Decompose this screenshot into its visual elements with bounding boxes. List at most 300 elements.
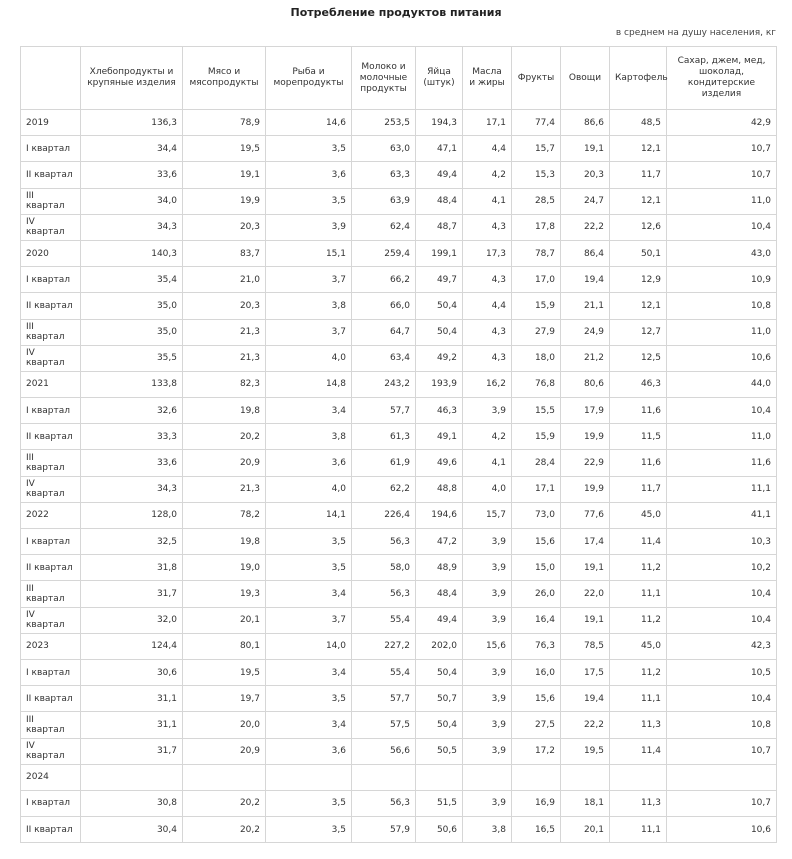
table-cell: 34,0: [81, 188, 183, 214]
table-cell: 4,0: [463, 476, 512, 502]
table-cell: 133,8: [81, 371, 183, 397]
table-cell: 43,0: [667, 240, 777, 266]
table-cell: 3,5: [266, 555, 352, 581]
row-label: I квартал: [21, 398, 81, 424]
table-cell: 12,6: [610, 214, 667, 240]
row-label: I квартал: [21, 136, 81, 162]
table-row: [21, 529, 777, 555]
table-cell: 3,4: [266, 659, 352, 685]
table-cell: 76,3: [512, 633, 561, 659]
row-label: IV квартал: [21, 607, 81, 633]
table-cell: 11,3: [610, 712, 667, 738]
table-cell: [512, 764, 561, 790]
table-cell: 10,3: [667, 529, 777, 555]
table-cell: 49,1: [416, 424, 463, 450]
table-cell: 46,3: [416, 398, 463, 424]
table-cell: 86,6: [561, 110, 610, 136]
table-cell: [266, 764, 352, 790]
table-cell: 10,4: [667, 581, 777, 607]
table-cell: 259,4: [352, 240, 416, 266]
table-cell: 19,5: [561, 738, 610, 764]
column-header: Овощи: [561, 47, 610, 110]
table-cell: 62,4: [352, 214, 416, 240]
consumption-table: [20, 46, 777, 843]
table-cell: 15,7: [463, 502, 512, 528]
table-cell: 33,6: [81, 450, 183, 476]
table-cell: 10,8: [667, 712, 777, 738]
table-cell: 20,3: [561, 162, 610, 188]
row-label: III квартал: [21, 450, 81, 476]
table-cell: 4,4: [463, 293, 512, 319]
table-cell: 11,2: [610, 607, 667, 633]
row-label: I квартал: [21, 529, 81, 555]
table-cell: 19,8: [183, 398, 266, 424]
table-cell: 14,8: [266, 371, 352, 397]
table-cell: 10,9: [667, 267, 777, 293]
table-cell: 17,4: [561, 529, 610, 555]
table-cell: [81, 764, 183, 790]
table-cell: 11,2: [610, 659, 667, 685]
table-row: [21, 659, 777, 685]
table-cell: 11,6: [667, 450, 777, 476]
table-cell: 47,1: [416, 136, 463, 162]
table-cell: 49,6: [416, 450, 463, 476]
table-cell: 11,7: [610, 476, 667, 502]
table-cell: 28,5: [512, 188, 561, 214]
table-cell: 11,1: [610, 686, 667, 712]
table-cell: 4,2: [463, 424, 512, 450]
table-cell: 50,7: [416, 686, 463, 712]
table-cell: 20,3: [183, 214, 266, 240]
table-cell: 56,3: [352, 790, 416, 816]
table-cell: 14,0: [266, 633, 352, 659]
table-cell: 12,1: [610, 136, 667, 162]
table-cell: 78,9: [183, 110, 266, 136]
table-cell: 45,0: [610, 633, 667, 659]
table-cell: 21,0: [183, 267, 266, 293]
table-cell: 73,0: [512, 502, 561, 528]
table-cell: 14,1: [266, 502, 352, 528]
table-cell: 15,6: [512, 529, 561, 555]
table-row: [21, 293, 777, 319]
row-label: IV квартал: [21, 476, 81, 502]
table-cell: 4,2: [463, 162, 512, 188]
row-label: 2021: [21, 371, 81, 397]
table-cell: 11,0: [667, 319, 777, 345]
table-cell: 3,9: [463, 659, 512, 685]
table-cell: 3,5: [266, 686, 352, 712]
row-label: II квартал: [21, 424, 81, 450]
table-cell: 33,6: [81, 162, 183, 188]
table-cell: 3,4: [266, 398, 352, 424]
table-cell: 227,2: [352, 633, 416, 659]
table-cell: 15,6: [512, 686, 561, 712]
table-row: [21, 555, 777, 581]
table-cell: 16,9: [512, 790, 561, 816]
table-cell: 10,4: [667, 607, 777, 633]
table-cell: 19,8: [183, 529, 266, 555]
table-cell: 11,5: [610, 424, 667, 450]
table-cell: 22,0: [561, 581, 610, 607]
table-cell: [667, 764, 777, 790]
table-cell: 16,5: [512, 817, 561, 843]
table-cell: 4,0: [266, 345, 352, 371]
table-cell: 50,5: [416, 738, 463, 764]
row-label: I квартал: [21, 267, 81, 293]
table-cell: 34,4: [81, 136, 183, 162]
table-cell: 17,1: [463, 110, 512, 136]
table-cell: 48,9: [416, 555, 463, 581]
table-row: [21, 790, 777, 816]
table-cell: [416, 764, 463, 790]
table-cell: 78,2: [183, 502, 266, 528]
table-cell: 83,7: [183, 240, 266, 266]
table-cell: 15,3: [512, 162, 561, 188]
table-cell: 10,2: [667, 555, 777, 581]
table-cell: 33,3: [81, 424, 183, 450]
table-cell: 17,9: [561, 398, 610, 424]
table-cell: 17,2: [512, 738, 561, 764]
table-cell: 21,3: [183, 345, 266, 371]
table-cell: 17,0: [512, 267, 561, 293]
table-cell: 4,3: [463, 319, 512, 345]
table-cell: 63,3: [352, 162, 416, 188]
table-cell: 3,5: [266, 817, 352, 843]
table-cell: 3,8: [463, 817, 512, 843]
table-row: [21, 267, 777, 293]
table-cell: 3,8: [266, 293, 352, 319]
table-cell: 63,4: [352, 345, 416, 371]
table-cell: 11,1: [667, 476, 777, 502]
table-cell: 20,2: [183, 817, 266, 843]
table-cell: 12,1: [610, 293, 667, 319]
table-cell: 15,5: [512, 398, 561, 424]
table-row: [21, 581, 777, 607]
table-cell: 31,7: [81, 738, 183, 764]
table-cell: 124,4: [81, 633, 183, 659]
row-label: II квартал: [21, 293, 81, 319]
table-cell: 15,9: [512, 293, 561, 319]
row-label: II квартал: [21, 162, 81, 188]
column-header: Масла и жиры: [463, 47, 512, 110]
table-cell: 80,6: [561, 371, 610, 397]
column-header: Хлебопродукты и крупяные изделия: [81, 47, 183, 110]
column-header: Сахар, джем, мед, шоколад, кондитерские изделия: [667, 47, 777, 110]
row-label: 2019: [21, 110, 81, 136]
table-row: [21, 424, 777, 450]
table-cell: 50,4: [416, 293, 463, 319]
table-cell: 35,5: [81, 345, 183, 371]
header-row: [21, 47, 777, 110]
table-cell: 20,0: [183, 712, 266, 738]
table-cell: 19,3: [183, 581, 266, 607]
table-cell: [352, 764, 416, 790]
table-cell: 21,3: [183, 476, 266, 502]
table-cell: 31,8: [81, 555, 183, 581]
table-row: [21, 136, 777, 162]
table-cell: 50,4: [416, 712, 463, 738]
table-cell: 41,1: [667, 502, 777, 528]
table-cell: 21,3: [183, 319, 266, 345]
table-cell: 20,1: [183, 607, 266, 633]
table-cell: 46,3: [610, 371, 667, 397]
table-cell: 18,0: [512, 345, 561, 371]
table-row: [21, 686, 777, 712]
table-cell: 10,7: [667, 738, 777, 764]
row-label: II квартал: [21, 555, 81, 581]
table-cell: 31,7: [81, 581, 183, 607]
table-cell: 22,9: [561, 450, 610, 476]
table-cell: 55,4: [352, 659, 416, 685]
table-row: [21, 817, 777, 843]
table-row: [21, 476, 777, 502]
table-cell: 30,4: [81, 817, 183, 843]
table-cell: 49,4: [416, 162, 463, 188]
row-label: IV квартал: [21, 738, 81, 764]
table-cell: 20,1: [561, 817, 610, 843]
table-cell: 12,7: [610, 319, 667, 345]
table-cell: 57,9: [352, 817, 416, 843]
table-cell: 16,0: [512, 659, 561, 685]
table-cell: 3,9: [463, 398, 512, 424]
table-cell: 21,1: [561, 293, 610, 319]
table-cell: 50,4: [416, 319, 463, 345]
table-cell: 3,6: [266, 450, 352, 476]
table-cell: 20,2: [183, 790, 266, 816]
table-cell: 12,9: [610, 267, 667, 293]
table-cell: 19,1: [561, 555, 610, 581]
table-cell: 24,9: [561, 319, 610, 345]
table-cell: 11,1: [610, 817, 667, 843]
table-cell: 15,7: [512, 136, 561, 162]
table-cell: 20,9: [183, 738, 266, 764]
table-cell: 3,7: [266, 267, 352, 293]
table-cell: 253,5: [352, 110, 416, 136]
table-cell: 15,1: [266, 240, 352, 266]
column-header: Молоко и молочные продукты: [352, 47, 416, 110]
table-cell: 63,9: [352, 188, 416, 214]
table-cell: 34,3: [81, 214, 183, 240]
table-cell: 49,7: [416, 267, 463, 293]
table-cell: 11,1: [610, 581, 667, 607]
table-row: [21, 633, 777, 659]
table-cell: 32,6: [81, 398, 183, 424]
table-cell: 48,7: [416, 214, 463, 240]
table-cell: 56,3: [352, 581, 416, 607]
table-cell: 35,0: [81, 319, 183, 345]
table-cell: 11,3: [610, 790, 667, 816]
table-cell: 202,0: [416, 633, 463, 659]
table-cell: 199,1: [416, 240, 463, 266]
table-cell: 27,5: [512, 712, 561, 738]
table-row: [21, 502, 777, 528]
table-body: [21, 110, 777, 843]
table-cell: 78,7: [512, 240, 561, 266]
table-cell: [463, 764, 512, 790]
table-cell: 3,4: [266, 712, 352, 738]
table-cell: 3,4: [266, 581, 352, 607]
row-label: I квартал: [21, 659, 81, 685]
table-cell: 4,0: [266, 476, 352, 502]
table-cell: 11,6: [610, 398, 667, 424]
table-cell: 42,9: [667, 110, 777, 136]
table-cell: 19,1: [183, 162, 266, 188]
table-cell: 4,1: [463, 450, 512, 476]
table-cell: 57,7: [352, 398, 416, 424]
table-cell: 10,6: [667, 817, 777, 843]
table-cell: 19,9: [561, 424, 610, 450]
table-cell: 16,2: [463, 371, 512, 397]
table-cell: [610, 764, 667, 790]
table-cell: 30,6: [81, 659, 183, 685]
table-cell: 11,0: [667, 188, 777, 214]
table-cell: 3,5: [266, 136, 352, 162]
table-row: [21, 450, 777, 476]
table-cell: 12,5: [610, 345, 667, 371]
table-cell: 10,4: [667, 214, 777, 240]
table-cell: 22,2: [561, 712, 610, 738]
table-cell: 17,3: [463, 240, 512, 266]
table-cell: 3,9: [463, 581, 512, 607]
table-cell: 64,7: [352, 319, 416, 345]
table-cell: 194,3: [416, 110, 463, 136]
table-cell: 10,7: [667, 162, 777, 188]
row-label: III квартал: [21, 319, 81, 345]
table-cell: 28,4: [512, 450, 561, 476]
table-row: [21, 738, 777, 764]
table-cell: 27,9: [512, 319, 561, 345]
table-cell: 3,9: [463, 738, 512, 764]
table-cell: 80,1: [183, 633, 266, 659]
column-header: Мясо и мясопродукты: [183, 47, 266, 110]
table-cell: 17,5: [561, 659, 610, 685]
table-cell: 3,6: [266, 162, 352, 188]
table-cell: 11,4: [610, 529, 667, 555]
table-cell: 3,9: [463, 686, 512, 712]
table-cell: 42,3: [667, 633, 777, 659]
table-cell: 31,1: [81, 712, 183, 738]
table-cell: 3,9: [463, 555, 512, 581]
table-cell: 63,0: [352, 136, 416, 162]
row-label: III квартал: [21, 188, 81, 214]
table-cell: 193,9: [416, 371, 463, 397]
row-label: I квартал: [21, 790, 81, 816]
table-cell: 62,2: [352, 476, 416, 502]
table-row: [21, 319, 777, 345]
table-cell: 22,2: [561, 214, 610, 240]
table-row: [21, 398, 777, 424]
table-cell: 48,4: [416, 581, 463, 607]
table-cell: 49,4: [416, 607, 463, 633]
row-label: 2022: [21, 502, 81, 528]
row-label: 2024: [21, 764, 81, 790]
table-cell: 194,6: [416, 502, 463, 528]
table-row: [21, 371, 777, 397]
table-cell: 20,3: [183, 293, 266, 319]
table-cell: 19,7: [183, 686, 266, 712]
table-row: [21, 764, 777, 790]
table-cell: 34,3: [81, 476, 183, 502]
table-cell: 35,0: [81, 293, 183, 319]
table-cell: 11,6: [610, 450, 667, 476]
row-label: II квартал: [21, 817, 81, 843]
table-cell: 10,6: [667, 345, 777, 371]
table-cell: 3,5: [266, 188, 352, 214]
table-cell: 3,8: [266, 424, 352, 450]
table-cell: 30,8: [81, 790, 183, 816]
table-cell: 19,4: [561, 686, 610, 712]
table-cell: 21,2: [561, 345, 610, 371]
table-cell: 11,7: [610, 162, 667, 188]
table-cell: 15,9: [512, 424, 561, 450]
table-cell: 11,0: [667, 424, 777, 450]
table-cell: 45,0: [610, 502, 667, 528]
table-cell: 35,4: [81, 267, 183, 293]
table-cell: 19,5: [183, 659, 266, 685]
table-cell: 19,4: [561, 267, 610, 293]
table-cell: 16,4: [512, 607, 561, 633]
row-label: IV квартал: [21, 345, 81, 371]
units-note: в среднем на душу населения, кг: [615, 28, 776, 38]
table-row: [21, 110, 777, 136]
table-cell: 20,9: [183, 450, 266, 476]
table-cell: 19,1: [561, 136, 610, 162]
table-cell: 50,1: [610, 240, 667, 266]
row-label: 2023: [21, 633, 81, 659]
table-cell: 10,4: [667, 686, 777, 712]
table-cell: 17,8: [512, 214, 561, 240]
table-cell: 19,5: [183, 136, 266, 162]
table-cell: 44,0: [667, 371, 777, 397]
table-cell: 128,0: [81, 502, 183, 528]
table-cell: 3,7: [266, 607, 352, 633]
table-cell: 10,5: [667, 659, 777, 685]
table-cell: 3,9: [463, 607, 512, 633]
table-cell: 11,4: [610, 738, 667, 764]
table-cell: 19,9: [561, 476, 610, 502]
table-cell: 50,6: [416, 817, 463, 843]
table-cell: 66,0: [352, 293, 416, 319]
table-cell: 3,9: [463, 712, 512, 738]
table-cell: 4,1: [463, 188, 512, 214]
table-cell: 31,1: [81, 686, 183, 712]
table-cell: 3,9: [266, 214, 352, 240]
column-header: Картофель: [610, 47, 667, 110]
table-cell: 24,7: [561, 188, 610, 214]
table-row: [21, 162, 777, 188]
table-cell: 76,8: [512, 371, 561, 397]
table-cell: 136,3: [81, 110, 183, 136]
table-cell: 19,9: [183, 188, 266, 214]
column-header: Яйца (штук): [416, 47, 463, 110]
table-cell: 20,2: [183, 424, 266, 450]
table-cell: 17,1: [512, 476, 561, 502]
row-label: III квартал: [21, 712, 81, 738]
table-cell: 10,7: [667, 790, 777, 816]
table-cell: 10,8: [667, 293, 777, 319]
table-cell: 10,4: [667, 398, 777, 424]
column-header: Рыба и морепродукты: [266, 47, 352, 110]
table-cell: 66,2: [352, 267, 416, 293]
table-cell: 32,0: [81, 607, 183, 633]
table-cell: [561, 764, 610, 790]
table-cell: 4,3: [463, 214, 512, 240]
table-cell: 226,4: [352, 502, 416, 528]
table-cell: 86,4: [561, 240, 610, 266]
table-cell: 11,2: [610, 555, 667, 581]
table-cell: 47,2: [416, 529, 463, 555]
row-label: 2020: [21, 240, 81, 266]
